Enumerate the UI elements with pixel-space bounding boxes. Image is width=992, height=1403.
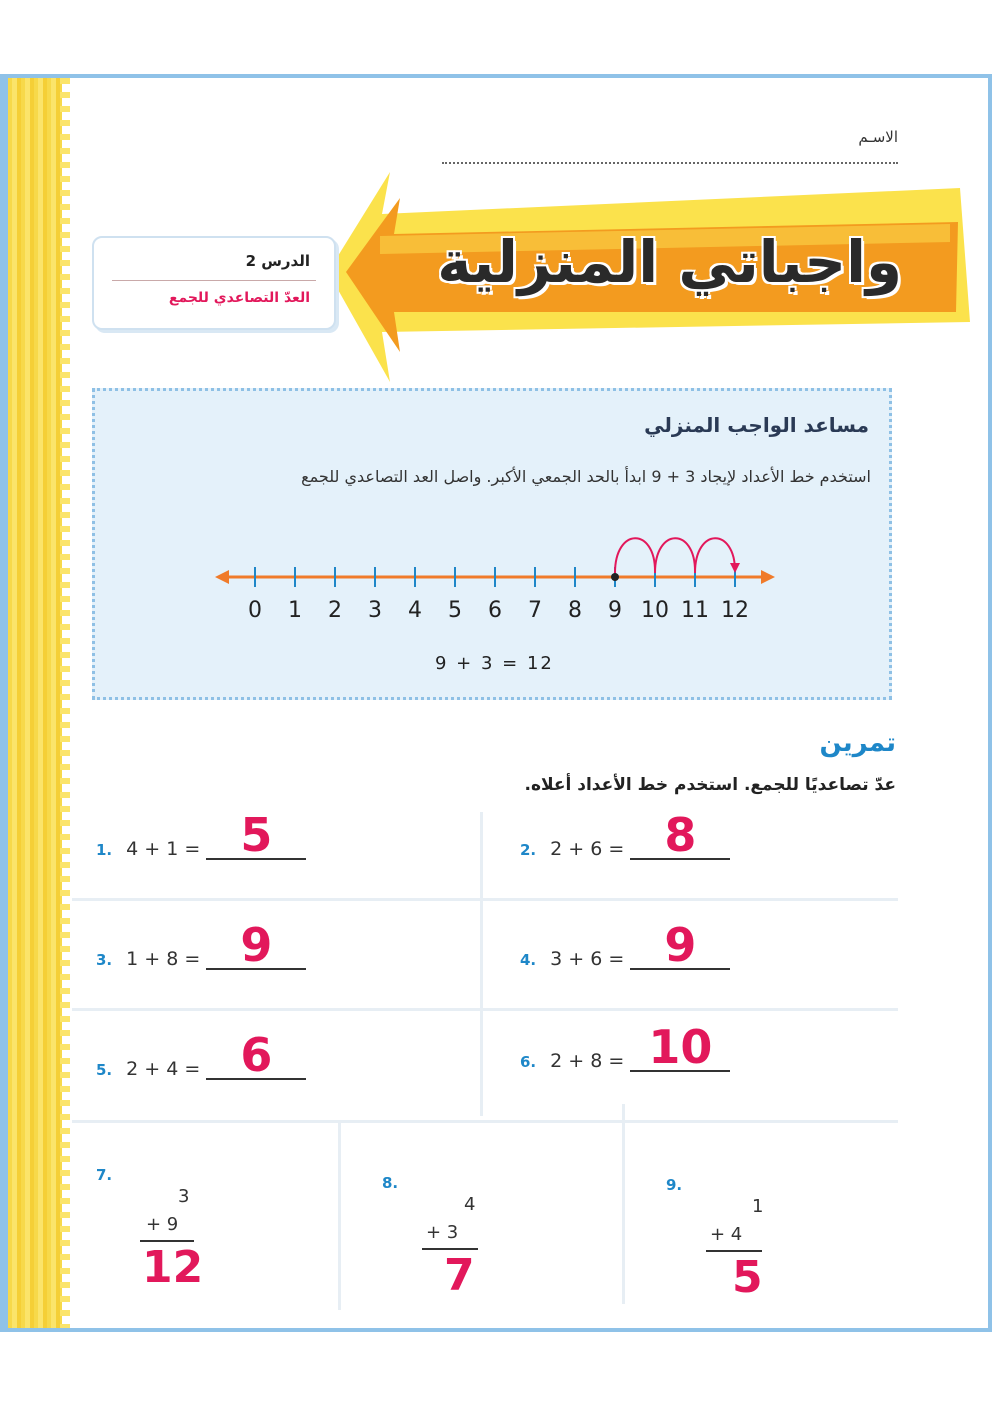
problem-expression: 2 + 4 = <box>126 1058 201 1080</box>
number-line-label: 10 <box>641 598 669 623</box>
problem-5 <box>96 1028 306 1082</box>
problem-number: 3. <box>96 951 113 969</box>
answer-field[interactable] <box>630 918 730 972</box>
grid-divider <box>72 898 898 901</box>
answer-value: 9 <box>664 918 697 972</box>
addend-bottom: + 9 <box>146 1214 179 1235</box>
problem-number: 4. <box>520 951 537 969</box>
grid-divider <box>622 1104 625 1304</box>
answer-value: 8 <box>664 808 697 862</box>
problem-expression: 2 + 8 = <box>550 1050 625 1072</box>
number-line-jump <box>655 538 695 573</box>
addend-bottom: + 4 <box>710 1224 743 1245</box>
number-line-label: 11 <box>681 598 709 623</box>
answer-value[interactable]: 7 <box>444 1250 475 1301</box>
homework-helper-box <box>92 388 892 700</box>
number-line-label: 7 <box>528 598 542 623</box>
problem-number: 2. <box>520 841 537 859</box>
number-line-start-point <box>611 573 619 581</box>
lesson-name: العدّ التصاعدي للجمع <box>168 290 310 306</box>
page-edge <box>988 78 992 1328</box>
problem-expression: 1 + 8 = <box>126 948 201 970</box>
problem-number: 8. <box>382 1174 399 1192</box>
helper-equation: 9 + 3 = 12 <box>435 653 554 674</box>
decorative-strip <box>0 78 62 1328</box>
answer-field[interactable] <box>630 1020 730 1074</box>
answer-value: 10 <box>648 1020 713 1074</box>
number-line-label: 3 <box>368 598 382 623</box>
lesson-number: الدرس 2 <box>245 252 310 270</box>
problem-number: 9. <box>666 1176 683 1194</box>
number-line-label: 6 <box>488 598 502 623</box>
practice-instruction: عدّ تصاعديًا للجمع. استخدم خط الأعداد أعلاه. <box>524 775 896 795</box>
problem-4 <box>520 918 730 972</box>
problem-expression: 3 + 6 = <box>550 948 625 970</box>
problem-expression: 2 + 6 = <box>550 838 625 860</box>
answer-value[interactable]: 5 <box>732 1252 763 1303</box>
lesson-divider <box>112 280 316 281</box>
number-line <box>215 531 775 631</box>
problem-3 <box>96 918 306 972</box>
grid-divider <box>338 1120 341 1310</box>
number-line-left-arrow <box>215 570 229 584</box>
number-line-jump <box>695 538 735 573</box>
number-line-label: 12 <box>721 598 749 623</box>
problem-number: 6. <box>520 1053 537 1071</box>
number-line-label: 2 <box>328 598 342 623</box>
addend-top: 3 <box>178 1186 190 1207</box>
practice-title: تمرين <box>819 728 896 758</box>
number-line-label: 4 <box>408 598 422 623</box>
answer-value: 5 <box>240 808 273 862</box>
grid-divider <box>72 1120 898 1123</box>
grid-divider <box>72 1008 898 1011</box>
number-line-label: 5 <box>448 598 462 623</box>
number-line-jump-arrowhead <box>730 563 740 573</box>
number-line-right-arrow <box>761 570 775 584</box>
answer-field[interactable] <box>206 808 306 862</box>
number-line-label: 1 <box>288 598 302 623</box>
lesson-card <box>92 236 336 330</box>
answer-value[interactable]: 12 <box>142 1242 204 1293</box>
problem-1 <box>96 808 306 862</box>
number-line-label: 0 <box>248 598 262 623</box>
problem-number: 7. <box>96 1166 113 1184</box>
number-line-label: 9 <box>608 598 622 623</box>
problem-2 <box>520 808 730 862</box>
grid-divider <box>480 812 483 1116</box>
problem-8 <box>382 1174 582 1324</box>
problem-number: 5. <box>96 1061 113 1079</box>
answer-field[interactable] <box>206 1028 306 1082</box>
name-label: الاسـم <box>858 128 898 146</box>
answer-value: 9 <box>240 918 273 972</box>
addend-top: 4 <box>464 1194 476 1215</box>
number-line-label: 8 <box>568 598 582 623</box>
problem-expression: 4 + 1 = <box>126 838 201 860</box>
helper-text: استخدم خط الأعداد لإيجاد 3 + 9 ابدأ بالحد الجمعي الأكبر. واصل العد التصاعدي للجمع <box>301 467 871 486</box>
answer-value: 6 <box>240 1028 273 1082</box>
page-title: واجباتي المنزلية <box>437 228 902 296</box>
problem-number: 1. <box>96 841 113 859</box>
answer-field[interactable] <box>206 918 306 972</box>
number-line-jump <box>615 538 655 573</box>
problem-7 <box>96 1166 296 1316</box>
answer-field[interactable] <box>630 808 730 862</box>
addend-bottom: + 3 <box>426 1222 459 1243</box>
helper-title: مساعد الواجب المنزلي <box>644 413 869 437</box>
problem-9 <box>666 1176 866 1326</box>
addend-top: 1 <box>752 1196 764 1217</box>
problem-6 <box>520 1020 730 1074</box>
